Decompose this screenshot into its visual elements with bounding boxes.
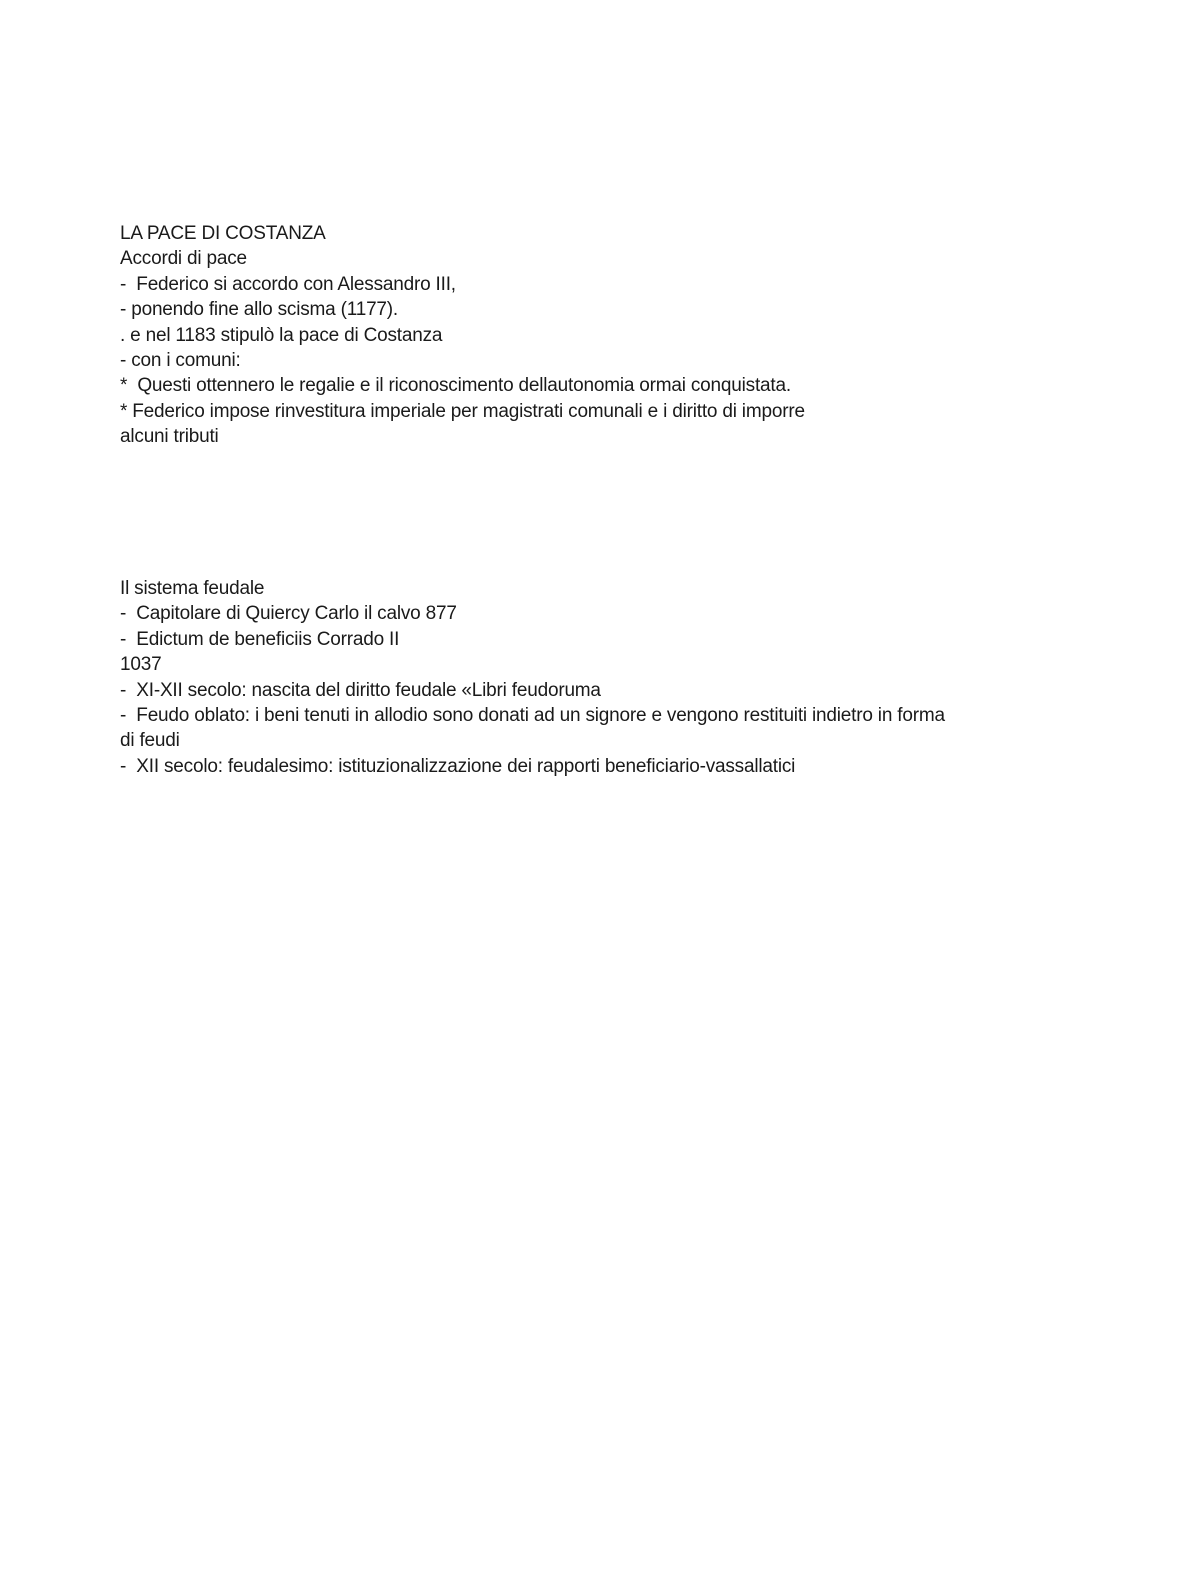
- text-line: - Edictum de beneficiis Corrado II: [120, 628, 400, 650]
- text-line: - Federico si accordo con Alessandro III,: [120, 273, 456, 295]
- section-title: LA PACE DI COSTANZA: [120, 223, 326, 244]
- text-line: - ponendo fine allo scisma (1177).: [120, 299, 399, 321]
- text-line: - Feudo oblato: i beni tenuti in allodio sono donati ad un signore e vengono restituiti indietro in forma: [120, 705, 945, 727]
- text-line: - Capitolare di Quiercy Carlo il calvo 877: [120, 603, 457, 625]
- text-line: alcuni tributi: [120, 426, 219, 448]
- text-line: * Federico impose rinvestitura imperiale per magistrati comunali e i diritto di imporre: [120, 400, 805, 422]
- text-line: - XI-XII secolo: nascita del diritto feudale «Libri feudoruma: [120, 679, 601, 701]
- section-title: Il sistema feudale: [120, 578, 265, 599]
- text-line: di feudi: [120, 730, 180, 752]
- subheading: Accordi di pace: [120, 248, 247, 270]
- section-sistema-feudale: [120, 576, 1100, 779]
- text-line: . e nel 1183 stipulò la pace di Costanza: [120, 324, 443, 346]
- text-line: - XII secolo: feudalesimo: istituzionalizzazione dei rapporti beneficiario-vassallatici: [120, 755, 796, 777]
- text-line: 1037: [120, 654, 162, 676]
- text-line: * Questi ottennero le regalie e il riconoscimento dellautonomia ormai conquistata.: [120, 375, 791, 397]
- section-pace-di-costanza: [120, 221, 1100, 450]
- text-line: - con i comuni:: [120, 350, 241, 372]
